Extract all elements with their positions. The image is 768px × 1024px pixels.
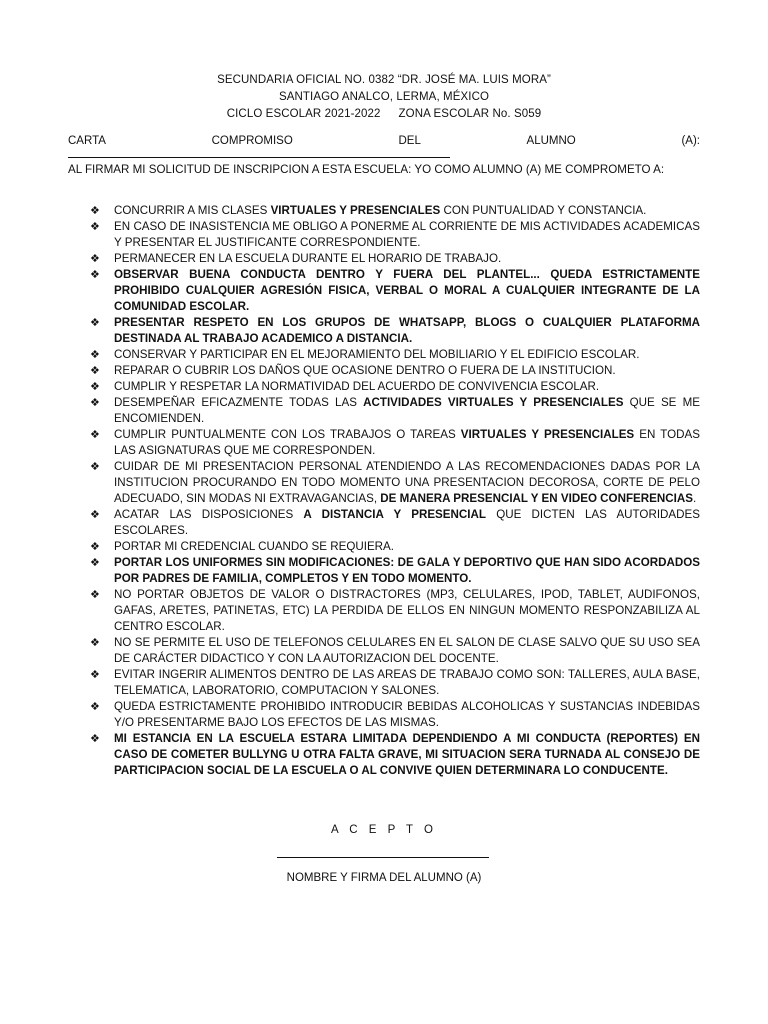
- plain-text: CON PUNTUALIDAD Y CONSTANCIA.: [440, 204, 647, 217]
- list-item-text: [114, 363, 700, 379]
- plain-text: NO PORTAR OBJETOS DE VALOR O DISTRACTORES (MP3, CELULARES, IPOD, TABLET, AUDIFONOS, GAFAS, ARETES, PATINETAS, ETC) LA PERDIDA DE ELLOS EN NINGUN MOMENTO RESPONZABILIZA AL CENTRO ESCOLAR.: [114, 588, 700, 633]
- plain-text: PORTAR MI CREDENCIAL CUANDO SE REQUIERA.: [114, 540, 395, 553]
- bold-text: OBSERVAR BUENA CONDUCTA DENTRO Y FUERA DEL PLANTEL... QUEDA ESTRICTAMENTE PROHIBIDO CUALQUIER AGRESIÓN FISICA, VERBAL O MORAL A CUALQUIER INTEGRANTE DE LA COMUNIDAD ESCOLAR.: [114, 268, 700, 313]
- list-item: [90, 267, 700, 315]
- plain-text: CUIDAR DE MI PRESENTACION PERSONAL ATENDIENDO A LAS RECOMENDACIONES DADAS POR LA INSTITUCION PROCURANDO EN TODO MOMENTO UNA PRESENTACION DECOROSA, CORTE DE PELO ADECUADO, SIN MODAS NI EXTRAVAGANCIAS,: [114, 460, 700, 505]
- school-location: SANTIAGO ANALCO, LERMA, MÉXICO: [278, 91, 490, 103]
- list-item-text: [114, 555, 700, 587]
- list-item: [90, 731, 700, 779]
- commitment-list: [90, 203, 700, 779]
- title-word-3: DEL: [398, 135, 421, 147]
- list-item: [90, 555, 700, 587]
- list-item-text: [114, 731, 700, 779]
- diamond-bullet-icon: ❖: [90, 636, 100, 649]
- title-word-1: CARTA: [68, 135, 106, 147]
- diamond-bullet-icon: ❖: [90, 428, 100, 441]
- list-item: [90, 539, 700, 555]
- list-item-text: [114, 315, 700, 347]
- bold-text: VIRTUALES Y PRESENCIALES: [270, 204, 441, 217]
- plain-text: PERMANECER EN LA ESCUELA DURANTE EL HORARIO DE TRABAJO.: [114, 252, 502, 265]
- diamond-bullet-icon: ❖: [90, 396, 100, 409]
- list-item: [90, 315, 700, 347]
- diamond-bullet-icon: ❖: [90, 316, 100, 329]
- list-item: [90, 507, 700, 539]
- list-item-text: [114, 507, 700, 539]
- list-item: [90, 699, 700, 731]
- list-item-text: [114, 699, 700, 731]
- plain-text: ACATAR LAS DISPOSICIONES: [114, 508, 304, 521]
- diamond-bullet-icon: ❖: [90, 268, 100, 281]
- diamond-bullet-icon: ❖: [90, 588, 100, 601]
- document-title: [68, 133, 700, 149]
- diamond-bullet-icon: ❖: [90, 220, 100, 233]
- diamond-bullet-icon: ❖: [90, 364, 100, 377]
- plain-text: REPARAR O CUBRIR LOS DAÑOS QUE OCASIONE DENTRO O FUERA DE LA INSTITUCION.: [114, 364, 616, 377]
- plain-text: QUE SE ME ENCOMIENDEN.: [114, 396, 700, 425]
- diamond-bullet-icon: ❖: [90, 700, 100, 713]
- plain-text: CUMPLIR PUNTUALMENTE CON LOS TRABAJOS O TAREAS: [114, 428, 461, 441]
- list-item-text: [114, 539, 700, 555]
- list-item-text: [114, 267, 700, 315]
- list-item: [90, 459, 700, 507]
- list-item-text: [114, 251, 700, 267]
- plain-text: CONCURRIR A MIS CLASES: [114, 204, 271, 217]
- list-item: [90, 363, 700, 379]
- signature-line: [277, 857, 489, 858]
- list-item: [90, 635, 700, 667]
- plain-text: CUMPLIR Y RESPETAR LA NORMATIVIDAD DEL ACUERDO DE CONVIVENCIA ESCOLAR.: [114, 380, 600, 393]
- diamond-bullet-icon: ❖: [90, 556, 100, 569]
- list-item: [90, 427, 700, 459]
- signature-label: NOMBRE Y FIRMA DEL ALUMNO (A): [286, 872, 482, 884]
- list-item: [90, 587, 700, 635]
- list-item: [90, 395, 700, 427]
- plain-text: EN CASO DE INASISTENCIA ME OBLIGO A PONERME AL CORRIENTE DE MIS ACTIVIDADES ACADEMICAS Y PRESENTAR EL JUSTIFICANTE CORRESPONDIENTE.: [114, 220, 700, 249]
- school-zone: ZONA ESCOLAR No. S059: [398, 108, 542, 120]
- title-word-2: COMPROMISO: [211, 135, 293, 147]
- document-header: [0, 72, 768, 123]
- school-name: SECUNDARIA OFICIAL NO. 0382 “DR. JOSÉ MA. LUIS MORA”: [217, 74, 551, 86]
- bold-text: VIRTUALES Y PRESENCIALES: [460, 428, 635, 441]
- diamond-bullet-icon: ❖: [90, 380, 100, 393]
- title-underline: [68, 157, 450, 158]
- list-item: [90, 251, 700, 267]
- intro-paragraph: AL FIRMAR MI SOLICITUD DE INSCRIPCION A ESTA ESCUELA: YO COMO ALUMNO (A) ME COMPROMETO A:: [68, 163, 665, 176]
- diamond-bullet-icon: ❖: [90, 204, 100, 217]
- list-item-text: [114, 459, 700, 507]
- list-item-text: [114, 635, 700, 667]
- plain-text: EVITAR INGERIR ALIMENTOS DENTRO DE LAS AREAS DE TRABAJO COMO SON: TALLERES, AULA BASE, TELEMATICA, LABORATORIO, COMPUTACION Y SALONES.: [114, 668, 700, 697]
- bold-text: DE MANERA PRESENCIAL Y EN VIDEO CONFERENCIAS: [380, 492, 693, 505]
- list-item-text: [114, 667, 700, 699]
- list-item-text: [114, 347, 700, 363]
- plain-text: QUE DICTEN LAS AUTORIDADES ESCOLARES.: [114, 508, 700, 537]
- list-item-text: [114, 427, 700, 459]
- bold-text: A DISTANCIA Y PRESENCIAL: [303, 508, 486, 521]
- list-item-text: [114, 379, 700, 395]
- plain-text: .: [692, 492, 697, 505]
- diamond-bullet-icon: ❖: [90, 732, 100, 745]
- list-item: [90, 347, 700, 363]
- diamond-bullet-icon: ❖: [90, 460, 100, 473]
- school-year-zone: [0, 106, 768, 123]
- bold-text: ACTIVIDADES VIRTUALES Y PRESENCIALES: [363, 396, 624, 409]
- plain-text: NO SE PERMITE EL USO DE TELEFONOS CELULARES EN EL SALON DE CLASE SALVO QUE SU USO SEA DE CARÁCTER DIDACTICO Y CON LA AUTORIZACION DEL DOCENTE.: [114, 636, 700, 665]
- list-item-text: [114, 587, 700, 635]
- plain-text: CONSERVAR Y PARTICIPAR EN EL MEJORAMIENTO DEL MOBILIARIO Y EL EDIFICIO ESCOLAR.: [114, 348, 640, 361]
- list-item-text: [114, 395, 700, 427]
- diamond-bullet-icon: ❖: [90, 668, 100, 681]
- diamond-bullet-icon: ❖: [90, 348, 100, 361]
- plain-text: EN TODAS LAS ASIGNATURAS QUE ME CORRESPONDEN.: [114, 428, 700, 457]
- diamond-bullet-icon: ❖: [90, 252, 100, 265]
- list-item: [90, 379, 700, 395]
- list-item-text: [114, 203, 700, 219]
- bold-text: MI ESTANCIA EN LA ESCUELA ESTARA LIMITADA DEPENDIENDO A MI CONDUCTA (REPORTES) EN CASO DE COMETER BULLYNG U OTRA FALTA GRAVE, MI SITUACION SERA TURNADA AL CONSEJO DE PARTICIPACION SOCIAL DE LA ESCUELA O AL CONVIVE QUIEN DETERMINARA LO CONDUCENTE.: [114, 732, 700, 777]
- title-word-4: ALUMNO: [526, 135, 576, 147]
- school-year: CICLO ESCOLAR 2021-2022: [226, 108, 381, 120]
- diamond-bullet-icon: ❖: [90, 540, 100, 553]
- list-item-text: [114, 219, 700, 251]
- plain-text: DESEMPEÑAR EFICAZMENTE TODAS LAS: [114, 396, 364, 409]
- acepto-label: A C E P T O: [330, 824, 437, 836]
- title-word-5: (A):: [681, 135, 700, 147]
- plain-text: QUEDA ESTRICTAMENTE PROHIBIDO INTRODUCIR BEBIDAS ALCOHOLICAS Y SUSTANCIAS INDEBIDAS Y/O PRESENTARME BAJO LOS EFECTOS DE LAS MISMAS.: [114, 700, 700, 729]
- diamond-bullet-icon: ❖: [90, 508, 100, 521]
- bold-text: PORTAR LOS UNIFORMES SIN MODIFICACIONES: DE GALA Y DEPORTIVO QUE HAN SIDO ACORDADOS POR PADRES DE FAMILIA, COMPLETOS Y EN TODO MOMENTO.: [114, 556, 700, 585]
- list-item: [90, 667, 700, 699]
- list-item: [90, 219, 700, 251]
- bold-text: PRESENTAR RESPETO EN LOS GRUPOS DE WHATSAPP, BLOGS O CUALQUIER PLATAFORMA DESTINADA AL TRABAJO ACADEMICO A DISTANCIA.: [114, 316, 700, 345]
- list-item: [90, 203, 700, 219]
